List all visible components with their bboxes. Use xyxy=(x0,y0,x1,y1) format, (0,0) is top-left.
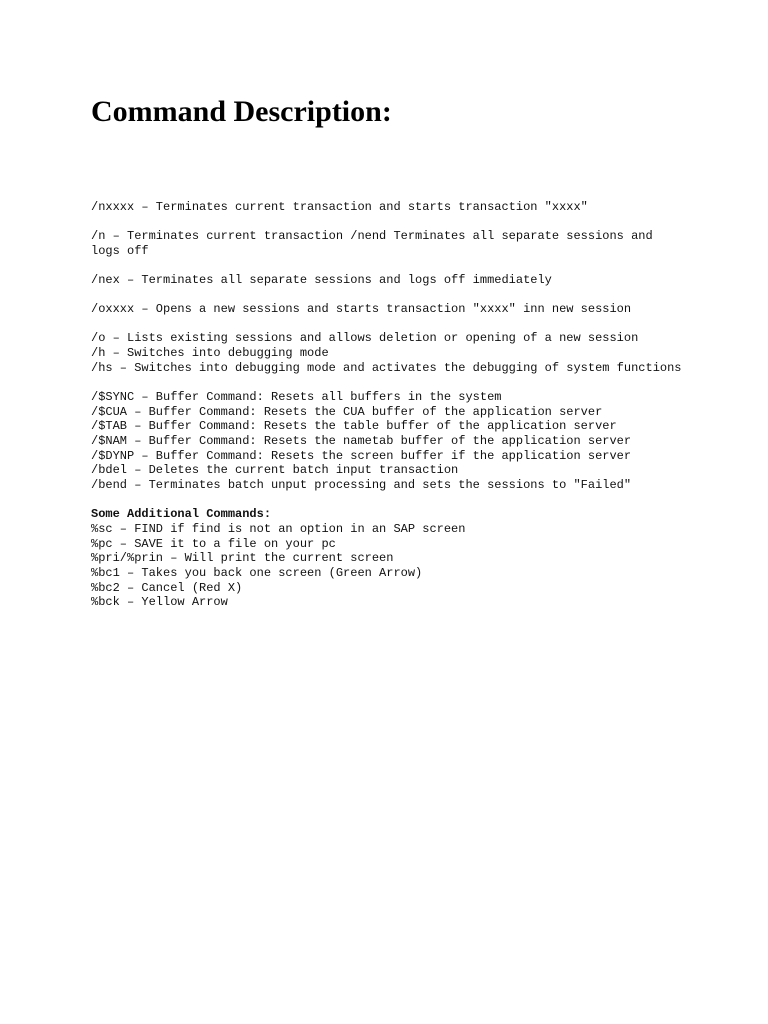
command-item: /$CUA – Buffer Command: Resets the CUA buffer of the application server xyxy=(91,405,603,419)
command-item: /nex – Terminates all separate sessions and logs off immediately xyxy=(91,273,552,287)
command-item: %sc – FIND if find is not an option in an SAP screen xyxy=(91,522,466,536)
command-item: %bc2 – Cancel (Red X) xyxy=(91,581,243,595)
section-heading: Some Additional Commands: xyxy=(91,507,272,521)
command-item: /o – Lists existing sessions and allows deletion or opening of a new session xyxy=(91,331,639,345)
command-item: /$TAB – Buffer Command: Resets the table buffer of the application server xyxy=(91,419,617,433)
command-item: /n – Terminates current transaction /nend Terminates all separate sessions and logs off xyxy=(91,229,653,258)
command-item: /bend – Terminates batch unput processing and sets the sessions to "Failed" xyxy=(91,478,632,492)
command-item: %bck – Yellow Arrow xyxy=(91,595,228,609)
command-item: /$DYNP – Buffer Command: Resets the screen buffer if the application server xyxy=(91,449,632,463)
command-item: /hs – Switches into debugging mode and activates the debugging of system functions xyxy=(91,361,682,375)
command-item: /bdel – Deletes the current batch input transaction xyxy=(91,463,459,477)
command-item: %pc – SAVE it to a file on your pc xyxy=(91,537,336,551)
command-item: /$SYNC – Buffer Command: Resets all buffers in the system xyxy=(91,390,502,404)
command-item: /nxxxx – Terminates current transaction and starts transaction "xxxx" xyxy=(91,200,588,214)
page-title: Command Description: xyxy=(91,95,392,128)
command-item: /oxxxx – Opens a new sessions and starts transaction "xxxx" inn new session xyxy=(91,302,632,316)
command-item: /$NAM – Buffer Command: Resets the nametab buffer of the application server xyxy=(91,434,632,448)
command-item: %pri/%prin – Will print the current screen xyxy=(91,551,394,565)
command-item: /h – Switches into debugging mode xyxy=(91,346,329,360)
command-item: %bc1 – Takes you back one screen (Green Arrow) xyxy=(91,566,423,580)
